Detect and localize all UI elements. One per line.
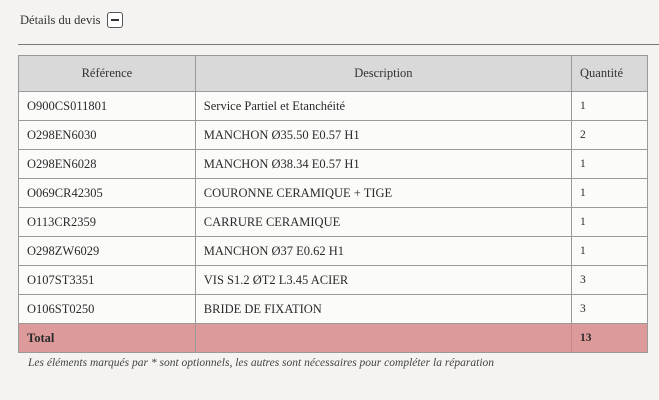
cell-quantity: 1	[572, 150, 648, 179]
cell-reference: O106ST0250	[19, 295, 196, 324]
section-header	[20, 12, 123, 28]
cell-reference: O113CR2359	[19, 208, 196, 237]
cell-quantity: 3	[572, 266, 648, 295]
footnote: Les éléments marqués par * sont optionnels, les autres sont nécessaires pour compléter la réparation	[28, 357, 495, 369]
cell-description: VIS S1.2 ØT2 L3.45 ACIER	[195, 266, 571, 295]
cell-description: MANCHON Ø35.50 E0.57 H1	[195, 121, 571, 150]
cell-quantity: 3	[572, 295, 648, 324]
cell-reference: O298EN6030	[19, 121, 196, 150]
cell-quantity: 1	[572, 237, 648, 266]
cell-description: CARRURE CERAMIQUE	[195, 208, 571, 237]
cell-description: MANCHON Ø38.34 E0.57 H1	[195, 150, 571, 179]
cell-quantity: 1	[572, 179, 648, 208]
cell-description: Service Partiel et Etanchéité	[195, 92, 571, 121]
cell-reference: O298EN6028	[19, 150, 196, 179]
total-quantity: 13	[572, 324, 648, 353]
divider	[18, 44, 659, 45]
cell-description: COURONNE CERAMIQUE + TIGE	[195, 179, 571, 208]
total-label: Total	[19, 324, 196, 353]
column-header-description: Description	[195, 56, 571, 92]
column-header-reference: Référence	[19, 56, 196, 92]
cell-description: MANCHON Ø37 E0.62 H1	[195, 237, 571, 266]
cell-quantity: 1	[572, 92, 648, 121]
total-empty-cell	[195, 324, 571, 353]
table-row	[19, 208, 648, 237]
table-row	[19, 150, 648, 179]
table-row	[19, 237, 648, 266]
cell-quantity: 2	[572, 121, 648, 150]
table-header-row	[19, 56, 648, 92]
cell-description: BRIDE DE FIXATION	[195, 295, 571, 324]
cell-reference: O107ST3351	[19, 266, 196, 295]
cell-reference: O900CS011801	[19, 92, 196, 121]
table-row	[19, 121, 648, 150]
quote-details-table	[18, 55, 648, 353]
table-row	[19, 266, 648, 295]
minus-square-icon[interactable]	[107, 12, 123, 28]
column-header-quantity: Quantité	[572, 56, 648, 92]
table-row	[19, 179, 648, 208]
cell-quantity: 1	[572, 208, 648, 237]
table-row	[19, 92, 648, 121]
cell-reference: O298ZW6029	[19, 237, 196, 266]
cell-reference: O069CR42305	[19, 179, 196, 208]
table-row	[19, 295, 648, 324]
section-title: Détails du devis	[20, 12, 101, 27]
total-row	[19, 324, 648, 353]
